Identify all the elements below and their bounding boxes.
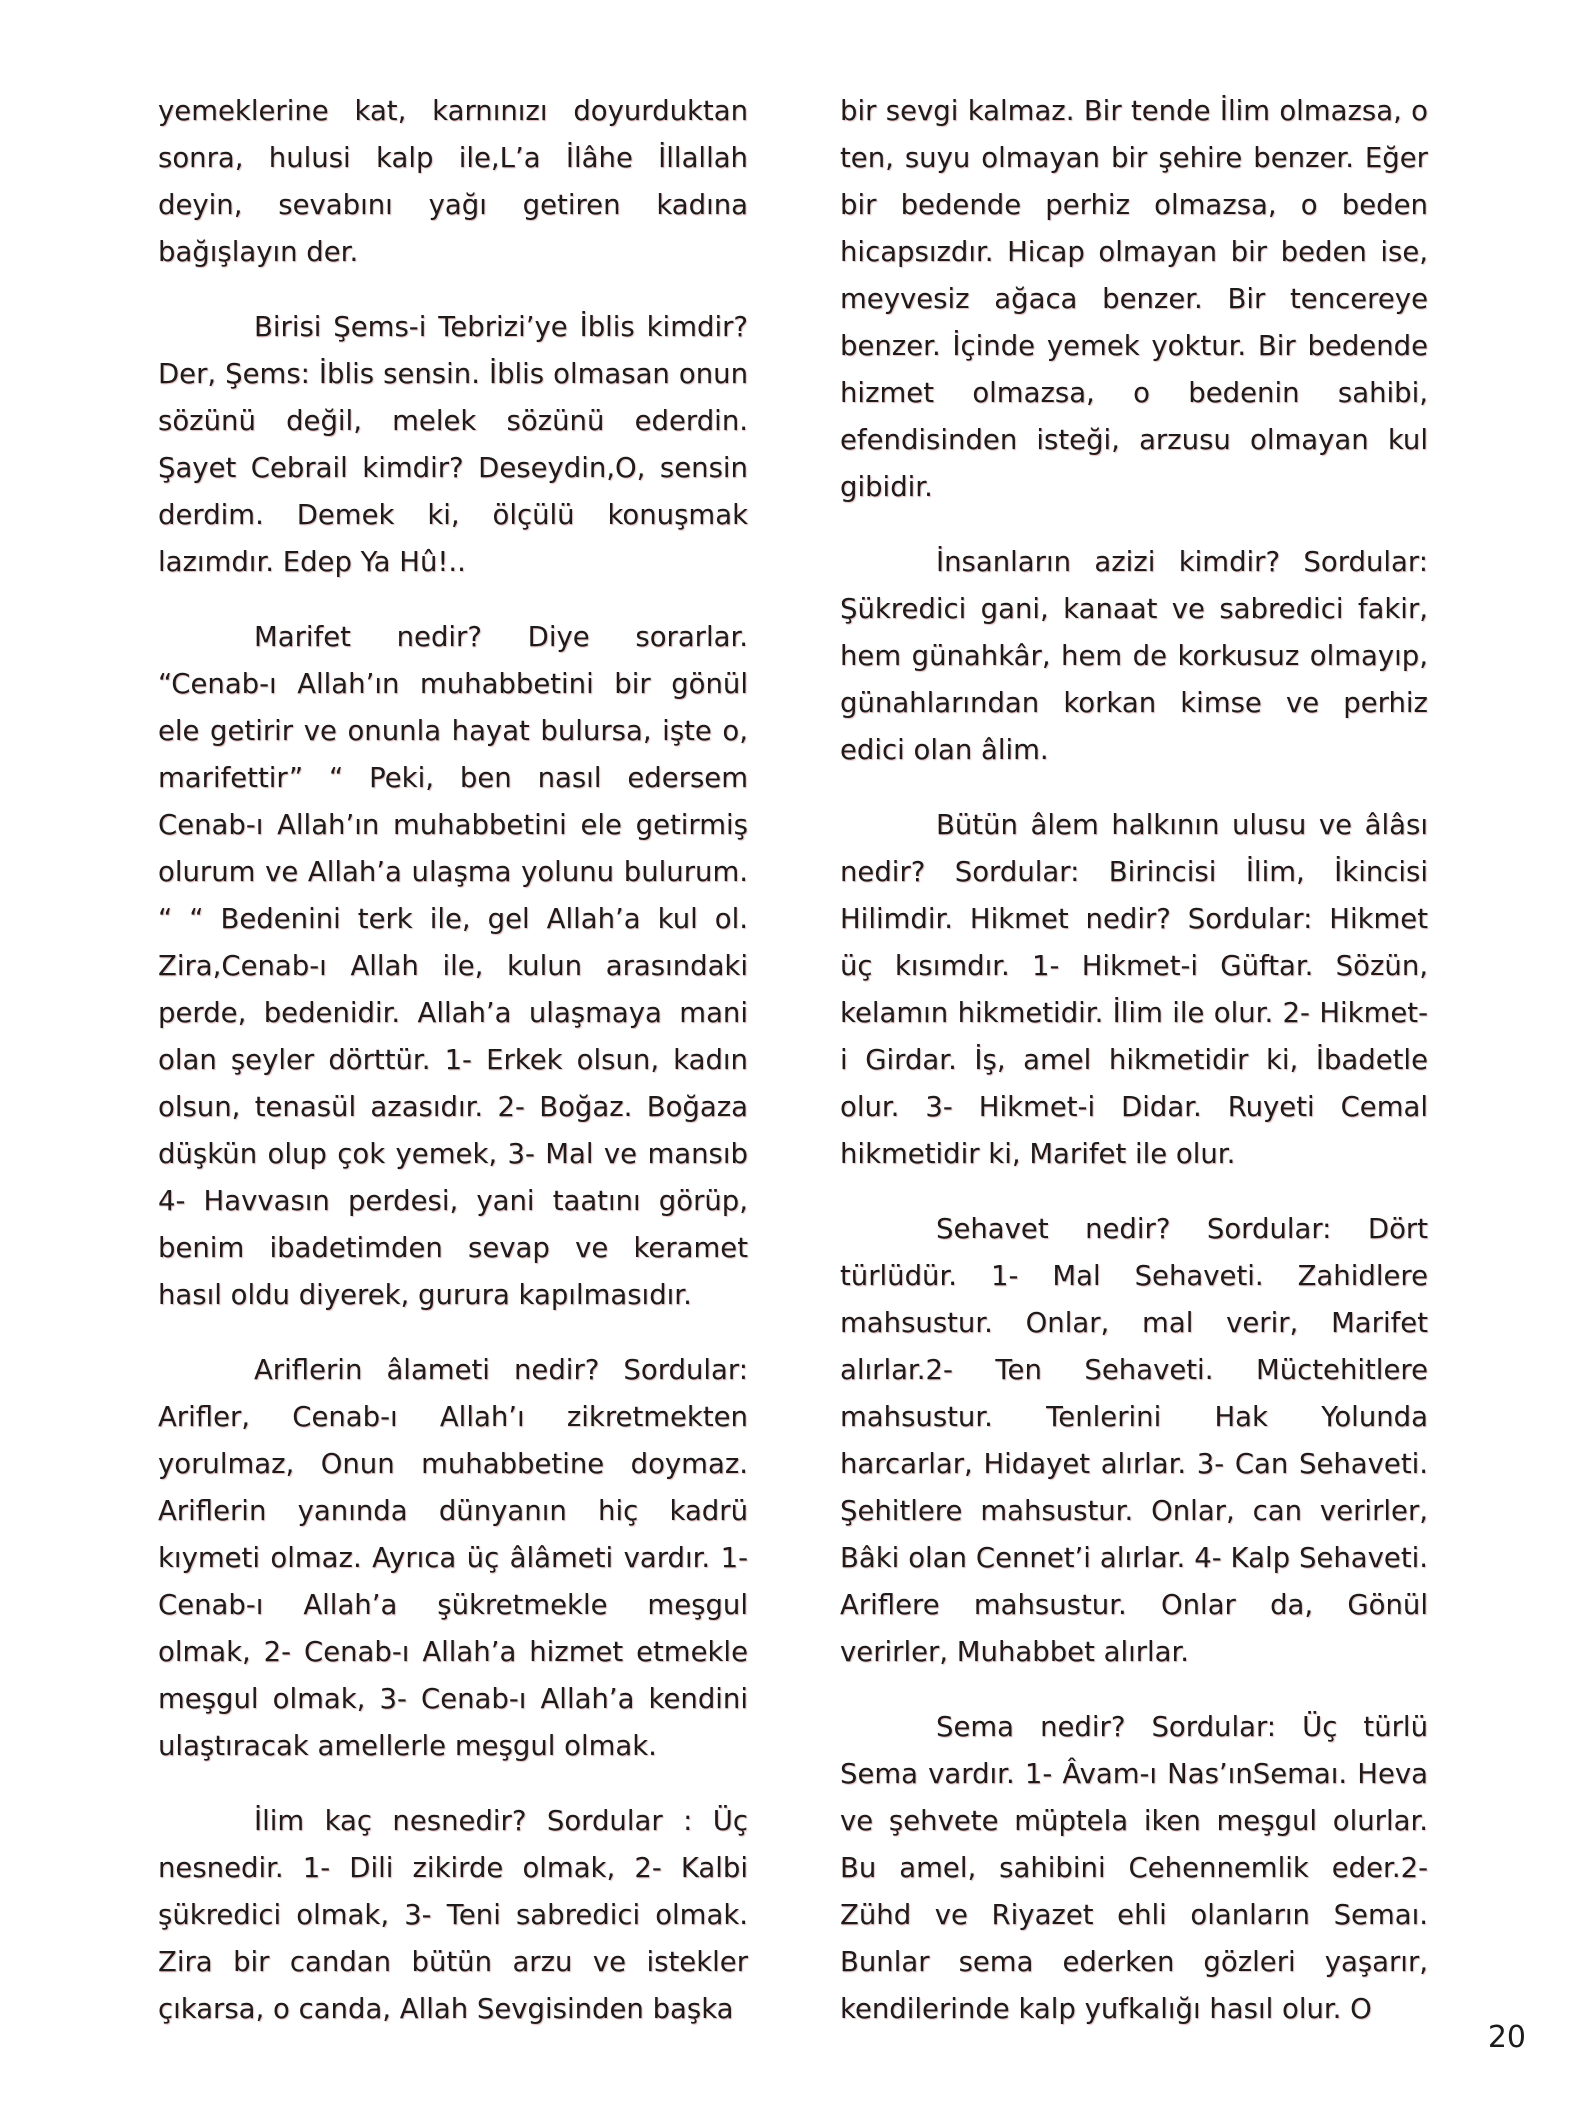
paragraph: Birisi Şems-i Tebrizi’ye İblis kimdir? Der, Şems: İblis sensin. İblis olmasan onun sözünü değil, melek sözünü ederdin. Şayet Cebrail kimdir? Deseydin,O, sensin derdim. Demek ki, ölçülü konuşmak lazımdır. Edep Ya Hû!.. — [158, 311, 748, 578]
paragraph: Marifet nedir? Diye sorarlar. “Cenab-ı Allah’ın muhabbetini bir gönül ele getirir ve onunla hayat bulursa, işte o, marifettir” “ Peki, ben nasıl edersem Cenab-ı Allah’ın muhabbetini ele getirmiş olurum ve Allah’a ulaşma yolunu bulurum. “ “ Bedenini terk ile, gel Allah’a kul ol. Zira,Cenab-ı Allah ile, kulun arasındaki perde, bedenidir. Allah’a ulaşmaya mani olan şeyler dörttür. 1- Erkek olsun, kadın olsun, tenasül azasıdır. 2- Boğaz. Boğaza düşkün olup çok yemek, 3- Mal ve mansıb 4- Havvasın perdesi, yani taatını görüp, benim ibadetimden sevap ve keramet hasıl oldu diyerek, gurura kapılmasıdır. — [158, 621, 748, 1311]
paragraph: Ariflerin âlameti nedir? Sordular: Arifler, Cenab-ı Allah’ı zikretmekten yorulmaz, Onun muhabbetine doymaz. Ariflerin yanında dünyanın hiç kadrü kıymeti olmaz. Ayrıca üç âlâmeti vardır. 1- Cenab-ı Allah’a şükretmekle meşgul olmak, 2- Cenab-ı Allah’a hizmet etmekle meşgul olmak, 3- Cenab-ı Allah’a kendini ulaştıracak amellerle meşgul olmak. — [158, 1354, 748, 1762]
page-number: 20 — [1487, 2020, 1526, 2055]
paragraph: yemeklerine kat, karnınızı doyurduktan sonra, hulusi kalp ile,L’a İlâhe İllallah deyin, sevabını yağı getiren kadına bağışlayın der. — [158, 95, 748, 268]
paragraph: Bütün âlem halkının ulusu ve âlâsı nedir? Sordular: Birincisi İlim, İkincisi Hilimdir. Hikmet nedir? Sordular: Hikmet üç kısımdır. 1- Hikmet-i Güftar. Sözün, kelamın hikmetidir. İlim ile olur. 2- Hikmet-i Girdar. İş, amel hikmetidir ki, İbadetle olur. 3- Hikmet-i Didar. Ruyeti Cemal hikmetidir ki, Marifet ile olur. — [840, 809, 1428, 1170]
right-column — [840, 88, 1428, 2061]
left-column — [158, 88, 748, 2061]
paragraph: Sema nedir? Sordular: Üç türlü Sema vardır. 1- Âvam-ı Nas’ınSemaı. Heva ve şehvete müptela iken meşgul olurlar. Bu amel, sahibini Cehennemlik eder.2- Zühd ve Riyazet ehli olanların Semaı. Bunlar sema ederken gözleri yaşarır, kendilerinde kalp yufkalığı hasıl olur. O — [840, 1711, 1428, 2025]
paragraph: bir sevgi kalmaz. Bir tende İlim olmazsa, o ten, suyu olmayan bir şehire benzer. Eğer bir bedende perhiz olmazsa, o beden hicapsızdır. Hicap olmayan bir beden ise, meyvesiz ağaca benzer. Bir tencereye benzer. İçinde yemek yoktur. Bir bedende hizmet olmazsa, o bedenin sahibi, efendisinden isteği, arzusu olmayan kul gibidir. — [840, 95, 1428, 503]
paragraph: Sehavet nedir? Sordular: Dört türlüdür. 1- Mal Sehaveti. Zahidlere mahsustur. Onlar, mal verir, Marifet alırlar.2- Ten Sehaveti. Müctehitlere mahsustur. Tenlerini Hak Yolunda harcarlar, Hidayet alırlar. 3- Can Sehaveti. Şehitlere mahsustur. Onlar, can verirler, Bâki olan Cennet’i alırlar. 4- Kalp Sehaveti. Ariflere mahsustur. Onlar da, Gönül verirler, Muhabbet alırlar. — [840, 1213, 1428, 1668]
paragraph: İnsanların azizi kimdir? Sordular: Şükredici gani, kanaat ve sabredici fakir, hem günahkâr, hem de korkusuz olmayıp, günahlarından korkan kimse ve perhiz edici olan âlim. — [840, 546, 1428, 766]
paragraph: İlim kaç nesnedir? Sordular : Üç nesnedir. 1- Dili zikirde olmak, 2- Kalbi şükredici olmak, 3- Teni sabredici olmak. Zira bir candan bütün arzu ve istekler çıkarsa, o canda, Allah Sevgisinden başka — [158, 1805, 748, 2025]
